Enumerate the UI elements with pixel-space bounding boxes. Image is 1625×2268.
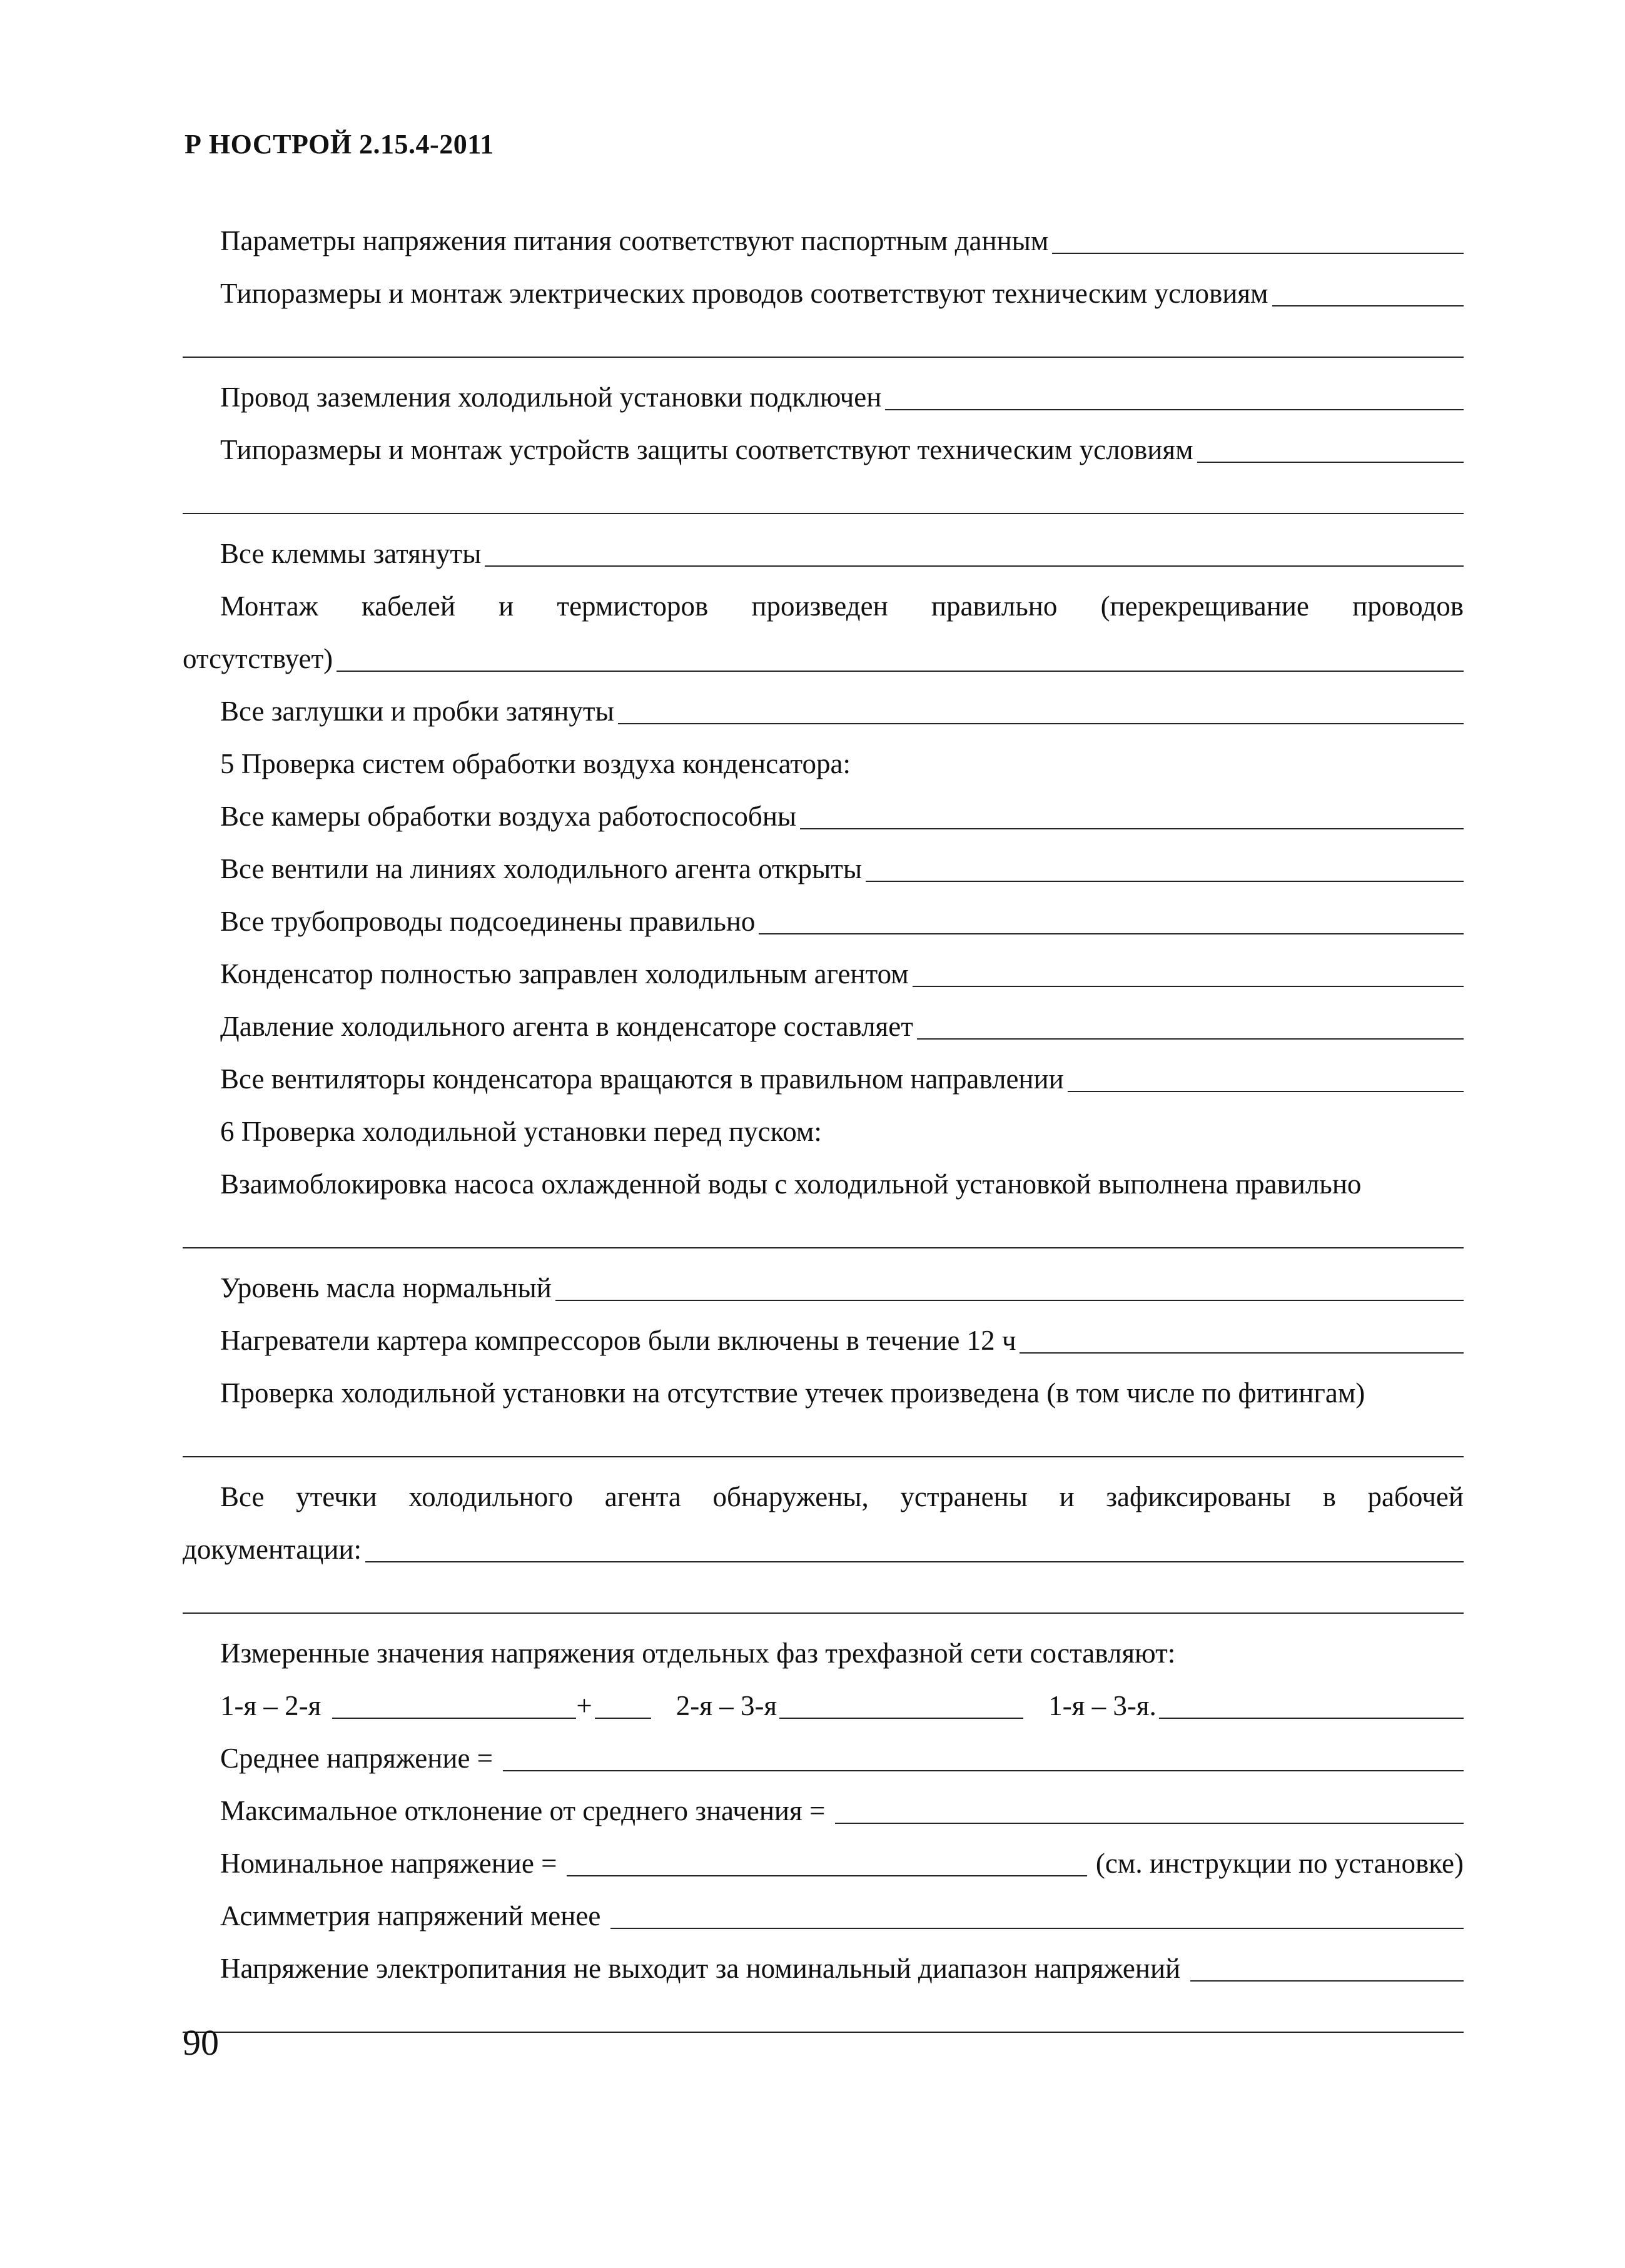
line-label: Провод заземления холодильной установки подключен <box>220 382 882 413</box>
blank-field[interactable] <box>800 828 1464 829</box>
checklist-line <box>183 1934 1464 1987</box>
word: проводов <box>1352 590 1464 622</box>
continuation-line <box>183 311 1464 363</box>
checklist-line <box>183 1253 1464 1306</box>
checklist-line <box>183 1359 1464 1411</box>
checklist-body <box>183 206 1464 2038</box>
blank-field[interactable] <box>183 1247 1464 1248</box>
line-label: Измеренные значения напряжения отдельных фаз трехфазной сети составляют: <box>220 1638 1176 1669</box>
blank-field[interactable] <box>503 1770 1464 1771</box>
blank-field[interactable] <box>885 409 1464 410</box>
checklist-line <box>183 259 1464 311</box>
blank-field[interactable] <box>485 565 1464 567</box>
checklist-line <box>183 1306 1464 1359</box>
blank-field[interactable] <box>337 671 1464 672</box>
section-heading <box>183 729 1464 782</box>
line-label: Все вентили на линиях холодильного агента открыты <box>220 853 863 884</box>
phase-voltage-line <box>183 1671 1464 1724</box>
checklist-line <box>183 834 1464 887</box>
word: и <box>499 590 514 622</box>
checklist-line <box>183 1619 1464 1671</box>
word: и <box>1059 1481 1075 1512</box>
continuation-line <box>183 1987 1464 2038</box>
line-label: Типоразмеры и монтаж электрических проводов соответствуют техническим условиям <box>220 278 1268 309</box>
word: рабочей <box>1367 1481 1464 1512</box>
line-label: Давление холодильного агента в конденсаторе составляет <box>220 1011 913 1042</box>
section-title: 5 Проверка систем обработки воздуха конденсатора: <box>220 748 851 779</box>
checklist-line <box>183 1515 1464 1567</box>
blank-field[interactable] <box>183 1612 1464 1614</box>
blank-field[interactable] <box>1020 1352 1464 1354</box>
word: правильно <box>931 590 1058 622</box>
blank-field[interactable] <box>365 1561 1464 1562</box>
line-label: Конденсатор полностью заправлен холодильным агентом <box>220 958 909 990</box>
word: термисторов <box>557 590 709 622</box>
word: холодильного <box>408 1481 574 1512</box>
blank-field[interactable] <box>759 933 1464 934</box>
page-number: 90 <box>183 2022 219 2063</box>
line-label: документации: <box>183 1534 362 1565</box>
checklist-line <box>183 1776 1464 1829</box>
plus-sign: + <box>576 1690 592 1721</box>
word: обнаружены, <box>712 1481 869 1512</box>
blank-field[interactable] <box>1068 1091 1464 1092</box>
checklist-line <box>183 1150 1464 1202</box>
justified-line <box>183 572 1464 624</box>
line-label: Максимальное отклонение от среднего значения = <box>220 1795 826 1826</box>
word: кабелей <box>361 590 455 622</box>
checklist-line <box>183 206 1464 259</box>
phase-1-2-field[interactable] <box>332 1718 576 1719</box>
blank-field[interactable] <box>618 723 1464 724</box>
line-label: Нагреватели картера компрессоров были включены в течение 12 ч <box>220 1325 1016 1356</box>
checklist-line <box>183 939 1464 992</box>
phase-1-2-label: 1-я – 2-я <box>220 1690 321 1721</box>
blank-field[interactable] <box>1272 305 1464 306</box>
plus-field[interactable] <box>595 1718 651 1719</box>
line-label: Взаимоблокировка насоса охлажденной воды с холодильной установкой выполнена правильно <box>220 1168 1362 1200</box>
word: агента <box>604 1481 681 1512</box>
blank-field[interactable] <box>1197 462 1464 463</box>
line-label: Асимметрия напряжений менее <box>220 1900 601 1931</box>
blank-field[interactable] <box>610 1928 1464 1929</box>
checklist-line <box>183 677 1464 729</box>
blank-field[interactable] <box>866 881 1464 882</box>
checklist-line <box>183 1829 1464 1881</box>
word: утечки <box>296 1481 377 1512</box>
blank-field[interactable] <box>555 1300 1464 1301</box>
line-label: Все трубопроводы подсоединены правильно <box>220 906 756 937</box>
checklist-line <box>183 624 1464 677</box>
blank-field[interactable] <box>1190 1980 1464 1982</box>
word: Монтаж <box>220 590 318 622</box>
checklist-line <box>183 1724 1464 1776</box>
checklist-line <box>183 992 1464 1045</box>
checklist-line <box>183 519 1464 572</box>
checklist-line <box>183 363 1464 415</box>
checklist-line <box>183 782 1464 834</box>
phase-1-3-label: 1-я – 3-я. <box>1048 1690 1157 1721</box>
line-label: Все камеры обработки воздуха работоспособны <box>220 801 797 832</box>
blank-field[interactable] <box>913 986 1464 987</box>
continuation-line <box>183 1411 1464 1462</box>
word: произведен <box>751 590 888 622</box>
section-title: 6 Проверка холодильной установки перед пуском: <box>220 1116 822 1147</box>
continuation-line <box>183 1567 1464 1619</box>
line-label: Все заглушки и пробки затянуты <box>220 696 614 727</box>
line-label: Все клеммы затянуты <box>220 538 482 569</box>
word: Все <box>220 1481 265 1512</box>
word: в <box>1322 1481 1336 1512</box>
checklist-line <box>183 887 1464 939</box>
phase-1-3-field[interactable] <box>1159 1718 1464 1719</box>
continuation-line <box>183 468 1464 519</box>
phase-2-3-field[interactable] <box>779 1718 1023 1719</box>
line-label: Проверка холодильной установки на отсутствие утечек произведена (в том числе по фитингам) <box>220 1377 1365 1409</box>
line-label: Среднее напряжение = <box>220 1743 494 1774</box>
line-note: (см. инструкции по установке) <box>1095 1848 1464 1879</box>
section-heading <box>183 1097 1464 1150</box>
line-label: Номинальное напряжение = <box>220 1848 557 1879</box>
blank-field[interactable] <box>183 1456 1464 1457</box>
continuation-line <box>183 1202 1464 1253</box>
checklist-line <box>183 1881 1464 1934</box>
blank-field[interactable] <box>917 1038 1464 1040</box>
blank-field[interactable] <box>567 1875 1086 1876</box>
line-label: Все вентиляторы конденсатора вращаются в правильном направлении <box>220 1063 1064 1095</box>
line-label: Напряжение электропитания не выходит за номинальный диапазон напряжений <box>220 1953 1181 1984</box>
phase-2-3-label: 2-я – 3-я <box>676 1690 777 1721</box>
blank-field[interactable] <box>183 513 1464 514</box>
blank-field[interactable] <box>183 2032 1464 2033</box>
checklist-line <box>183 1045 1464 1097</box>
line-label: Типоразмеры и монтаж устройств защиты соответствуют техническим условиям <box>220 434 1193 465</box>
blank-field[interactable] <box>1052 253 1464 254</box>
line-label: Уровень масла нормальный <box>220 1272 552 1304</box>
line-label: Параметры напряжения питания соответствуют паспортным данным <box>220 225 1049 256</box>
word: устранены <box>900 1481 1028 1512</box>
blank-field[interactable] <box>183 357 1464 358</box>
blank-field[interactable] <box>835 1823 1464 1824</box>
line-label: отсутствует) <box>183 643 333 674</box>
justified-line <box>183 1462 1464 1515</box>
document-code-header: Р НОСТРОЙ 2.15.4-2011 <box>185 129 494 159</box>
word: зафиксированы <box>1106 1481 1292 1512</box>
checklist-line <box>183 415 1464 468</box>
word: (перекрещивание <box>1100 590 1309 622</box>
